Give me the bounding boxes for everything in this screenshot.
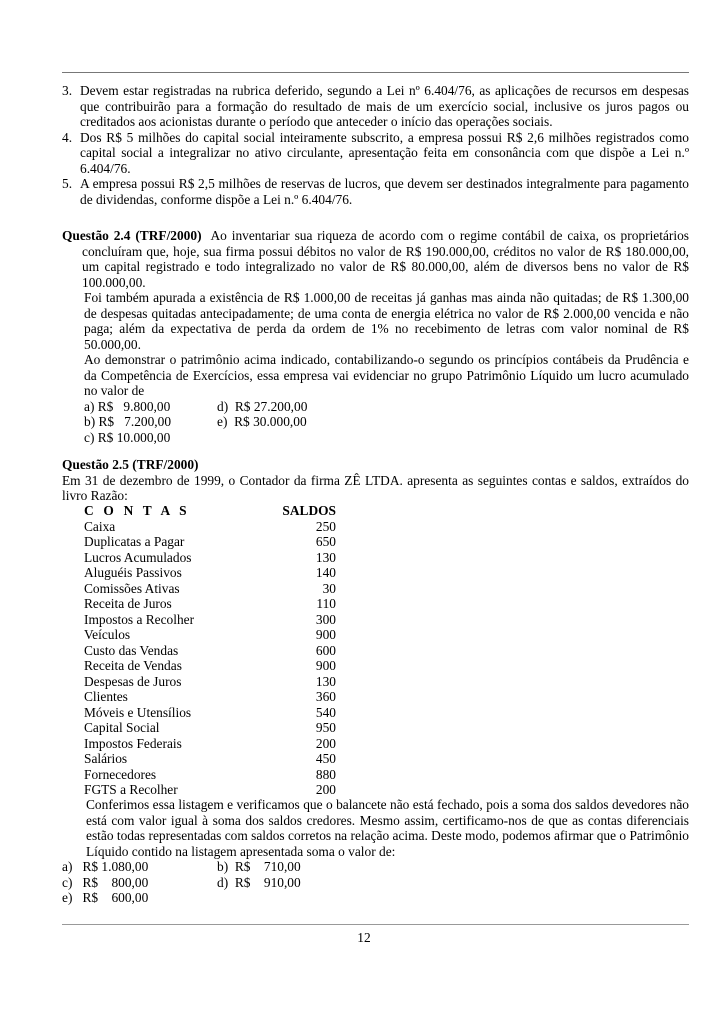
table-row	[84, 550, 344, 566]
list-item: 3. Devem estar registradas na rubrica deferido, segundo a Lei nº 6.404/76, as aplicações de recursos em despesas que contribuirão para a formação do resultado de mais de um exercício social, inclusive os juros pagos ou creditados aos acionistas durante o período que anteceder o início das operações sociais.	[62, 83, 689, 129]
option-a: a) R$ 9.800,00	[84, 398, 171, 414]
question-2-5-closing: Conferimos essa listagem e verificamos que o balancete não está fechado, pois a soma dos saldos devedores não está com valor igual à soma dos saldos credores. Mesmo assim, certificamo-nos de que as contas diferenciais estão todas representadas com saldos corretos na relação acima. Deste modo, podemos afirmar que o Patrimônio Líquido contido na listagem apresentada soma o valor de:	[86, 797, 689, 859]
list-item: 4. Dos R$ 5 milhões do capital social inteiramente subscrito, a empresa possui R$ 2,6 milhões registrados como capital social a integralizar no ativo circulante, apresentação feita em consonância com que dispõe a Lei n.º 6.404/76.	[62, 129, 689, 176]
option-a: a) R$ 1.080,00	[62, 859, 149, 874]
account-balance: 900	[315, 627, 336, 642]
table-row	[84, 736, 344, 752]
account-balance: 200	[315, 782, 336, 797]
question-2-5-title: Questão 2.5 (TRF/2000)	[62, 457, 199, 472]
column-header-contas: C O N T A S	[84, 503, 190, 518]
option-e: e) R$ 30.000,00	[217, 414, 307, 429]
footer-rule	[62, 924, 689, 925]
account-balance: 900	[315, 658, 336, 673]
account-balance: 300	[315, 611, 336, 627]
question-2-5	[62, 457, 689, 504]
account-balance: 140	[315, 565, 336, 580]
account-balance: 200	[315, 735, 336, 751]
account-name: Capital Social	[84, 720, 160, 735]
table-row	[84, 782, 344, 798]
table-row	[84, 534, 344, 550]
option-e: e) R$ 600,00	[62, 890, 149, 905]
table-row	[84, 751, 344, 767]
account-balance: 650	[315, 534, 336, 549]
account-name: Comissões Ativas	[84, 580, 180, 596]
table-row	[84, 596, 344, 612]
account-balance: 30	[322, 580, 336, 596]
list-item: 5. A empresa possui R$ 2,5 milhões de reservas de lucros, que devem ser destinados integralmente para pagamento de dividendas, conforme dispõe a Lei n.º 6.404/76.	[62, 176, 689, 207]
account-name: Caixa	[84, 518, 116, 534]
question-2-5-closing-block	[62, 797, 689, 906]
question-2-4-paragraph-3: Ao demonstrar o patrimônio acima indicado, contabilizando-o segundo os princípios contábeis da Prudência e da Competência de Exercícios, essa empresa vai evidenciar no grupo Patrimônio Líquido um lucro acumulado no valor de	[84, 352, 689, 398]
account-name: Despesas de Juros	[84, 673, 182, 689]
account-balance: 880	[315, 766, 336, 782]
table-row	[84, 674, 344, 690]
account-name: Impostos a Recolher	[84, 611, 195, 627]
account-name: Aluguéis Passivos	[84, 565, 182, 580]
account-balance: 600	[315, 642, 336, 658]
account-name: Custo das Vendas	[84, 642, 179, 658]
option-b: b) R$ 7.200,00	[84, 414, 172, 429]
option-d: d) R$ 27.200,00	[217, 398, 308, 414]
account-balance: 360	[315, 689, 336, 704]
account-balance: 950	[315, 720, 336, 735]
question-2-5-options	[62, 859, 689, 906]
table-row	[84, 643, 344, 659]
table-row	[84, 565, 344, 581]
page-number: 12	[357, 930, 371, 945]
question-2-4-intro: Questão 2.4 (TRF/2000) Ao inventariar sua riqueza de acordo com o regime contábil de caixa, os proprietários concluíram que, hoje, sua firma possui débitos no valor de R$ 190.000,00, créditos no valor de R$ 180.000,00, um capital registrado e todo integralizado no valor de R$ 80.000,00, além de diversos bens no valor de R$ 100.000,00.	[62, 228, 689, 290]
table-row	[84, 689, 344, 705]
table-header	[84, 503, 344, 519]
account-balance: 110	[316, 596, 336, 611]
account-balance: 250	[315, 518, 336, 534]
account-name: Duplicatas a Pagar	[84, 534, 185, 549]
table-row	[84, 767, 344, 783]
account-balance: 130	[315, 673, 336, 689]
question-2-4-paragraph-2: Foi também apurada a existência de R$ 1.000,00 de receitas já ganhas mas ainda não quitadas; de R$ 1.300,00 de despesas quitadas antecipadamente; de uma conta de energia elétrica no valor de R$ 2.000,00 vencida e não paga; além da expectativa de perda da ordem de 1% no recebimento de letras com valor nominal de R$ 50.000,00.	[84, 290, 689, 352]
table-row	[84, 658, 344, 674]
table-row	[84, 627, 344, 643]
option-c: c) R$ 10.000,00	[84, 429, 171, 445]
account-name: Impostos Federais	[84, 735, 182, 751]
table-row	[84, 581, 344, 597]
question-2-4	[62, 228, 689, 445]
account-name: Veículos	[84, 627, 131, 642]
account-name: Clientes	[84, 689, 128, 704]
account-balance: 450	[315, 751, 336, 766]
account-name: Receita de Juros	[84, 596, 172, 611]
column-header-saldos: SALDOS	[282, 503, 336, 518]
account-name: Lucros Acumulados	[84, 549, 192, 565]
table-row	[84, 612, 344, 628]
option-c: c) R$ 800,00	[62, 874, 149, 890]
account-name: Fornecedores	[84, 766, 157, 782]
table-row	[84, 720, 344, 736]
option-d: d) R$ 910,00	[217, 874, 301, 890]
question-2-4-title: Questão 2.4 (TRF/2000)	[62, 228, 202, 243]
option-b: b) R$ 710,00	[217, 859, 301, 874]
account-name: FGTS a Recolher	[84, 782, 178, 797]
accounts-table	[84, 503, 344, 798]
account-name: Móveis e Utensílios	[84, 704, 192, 720]
account-balance: 130	[315, 549, 336, 565]
header-rule	[62, 72, 689, 73]
table-row	[84, 705, 344, 721]
account-balance: 540	[315, 704, 336, 720]
question-2-5-intro: Em 31 de dezembro de 1999, o Contador da firma ZÊ LTDA. apresenta as seguintes contas e saldos, extraídos do livro Razão:	[62, 472, 689, 503]
account-name: Salários	[84, 751, 128, 766]
question-2-4-options	[62, 399, 689, 446]
previous-question-items	[62, 83, 689, 207]
table-row	[84, 519, 344, 535]
account-name: Receita de Vendas	[84, 658, 182, 673]
